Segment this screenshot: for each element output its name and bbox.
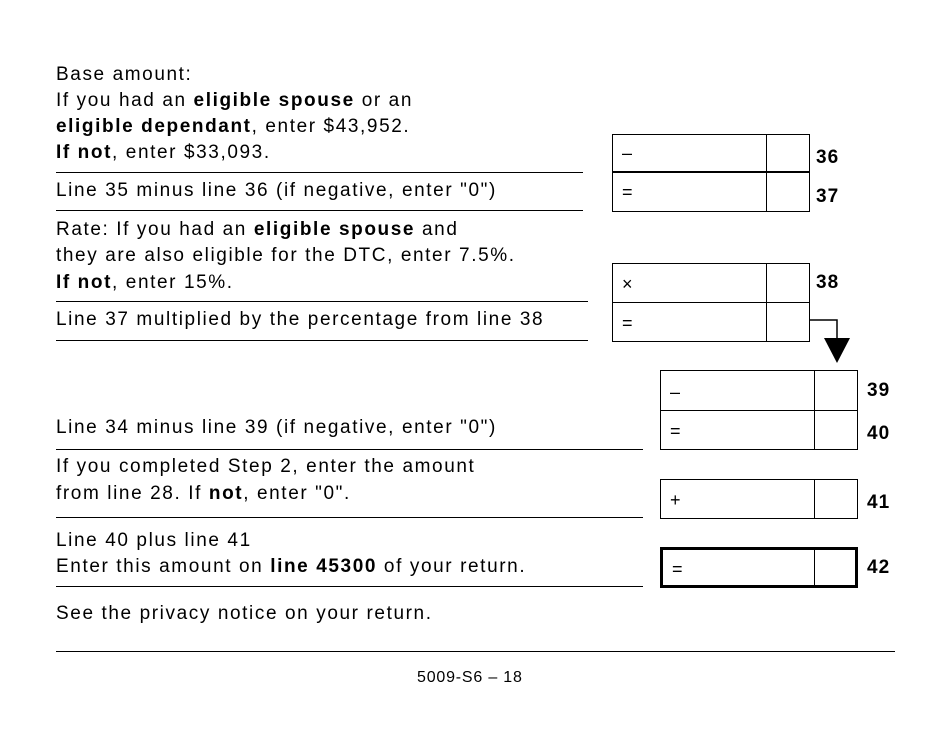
equals-operator: = — [622, 313, 633, 333]
equals-operator: = — [672, 559, 683, 579]
line-40-field[interactable] — [660, 410, 858, 450]
equals-operator: = — [622, 182, 633, 202]
cents-divider — [766, 264, 767, 302]
plus-operator: + — [670, 490, 681, 510]
line-number-39: 39 — [867, 380, 891, 401]
line-36-field[interactable] — [612, 134, 810, 172]
cents-divider — [814, 480, 815, 518]
cents-divider — [766, 173, 767, 211]
divider — [56, 340, 588, 341]
footer-divider — [56, 651, 895, 652]
line-37-field[interactable] — [612, 172, 810, 212]
divider — [56, 301, 588, 302]
privacy-notice: See the privacy notice on your return. — [56, 603, 433, 624]
form-page-number: 5009-S6 – 18 — [417, 669, 523, 686]
transfer-arrow-icon — [800, 318, 860, 368]
multiply-operator: × — [622, 274, 633, 294]
line-41-field[interactable] — [660, 479, 858, 519]
cents-divider — [766, 303, 767, 341]
line-number-41: 41 — [867, 492, 891, 513]
line-number-42: 42 — [867, 557, 891, 578]
base-amount-if-not-text: If not, enter $33,093. — [56, 142, 271, 163]
line-39-field[interactable] — [660, 370, 858, 411]
line-number-37: 37 — [816, 186, 840, 207]
line-38-field[interactable] — [612, 263, 810, 303]
rate-text-3: If not, enter 15%. — [56, 272, 234, 293]
line-40-text: Line 34 minus line 39 (if negative, enter "0") — [56, 417, 497, 438]
base-amount-spouse-text: If you had an eligible spouse or an — [56, 90, 413, 111]
line-39-calc-field[interactable] — [612, 302, 810, 342]
line-42-text-1: Line 40 plus line 41 — [56, 530, 252, 551]
base-amount-label: Base amount: — [56, 64, 193, 85]
line-37-text: Line 35 minus line 36 (if negative, enter "0") — [56, 180, 497, 201]
divider — [56, 210, 583, 211]
equals-operator: = — [670, 421, 681, 441]
line-number-38: 38 — [816, 272, 840, 293]
line-39-calc-text: Line 37 multiplied by the percentage from line 38 — [56, 309, 545, 330]
line-42-text-2: Enter this amount on line 45300 of your return. — [56, 556, 527, 577]
divider — [56, 586, 643, 587]
minus-operator: – — [670, 382, 681, 402]
rate-text-2: they are also eligible for the DTC, enter 7.5%. — [56, 245, 516, 266]
base-amount-dependant-text: eligible dependant, enter $43,952. — [56, 116, 411, 137]
divider — [56, 517, 643, 518]
divider — [56, 172, 583, 173]
step2-text-2: from line 28. If not, enter "0". — [56, 483, 351, 504]
line-42-field[interactable] — [660, 547, 858, 588]
divider — [56, 449, 643, 450]
cents-divider — [814, 550, 815, 585]
step2-text-1: If you completed Step 2, enter the amount — [56, 456, 476, 477]
line-number-40: 40 — [867, 423, 891, 444]
minus-operator: – — [622, 143, 633, 163]
cents-divider — [814, 371, 815, 410]
rate-text-1: Rate: If you had an eligible spouse and — [56, 219, 459, 240]
cents-divider — [814, 411, 815, 449]
cents-divider — [766, 135, 767, 171]
line-number-36: 36 — [816, 147, 840, 168]
